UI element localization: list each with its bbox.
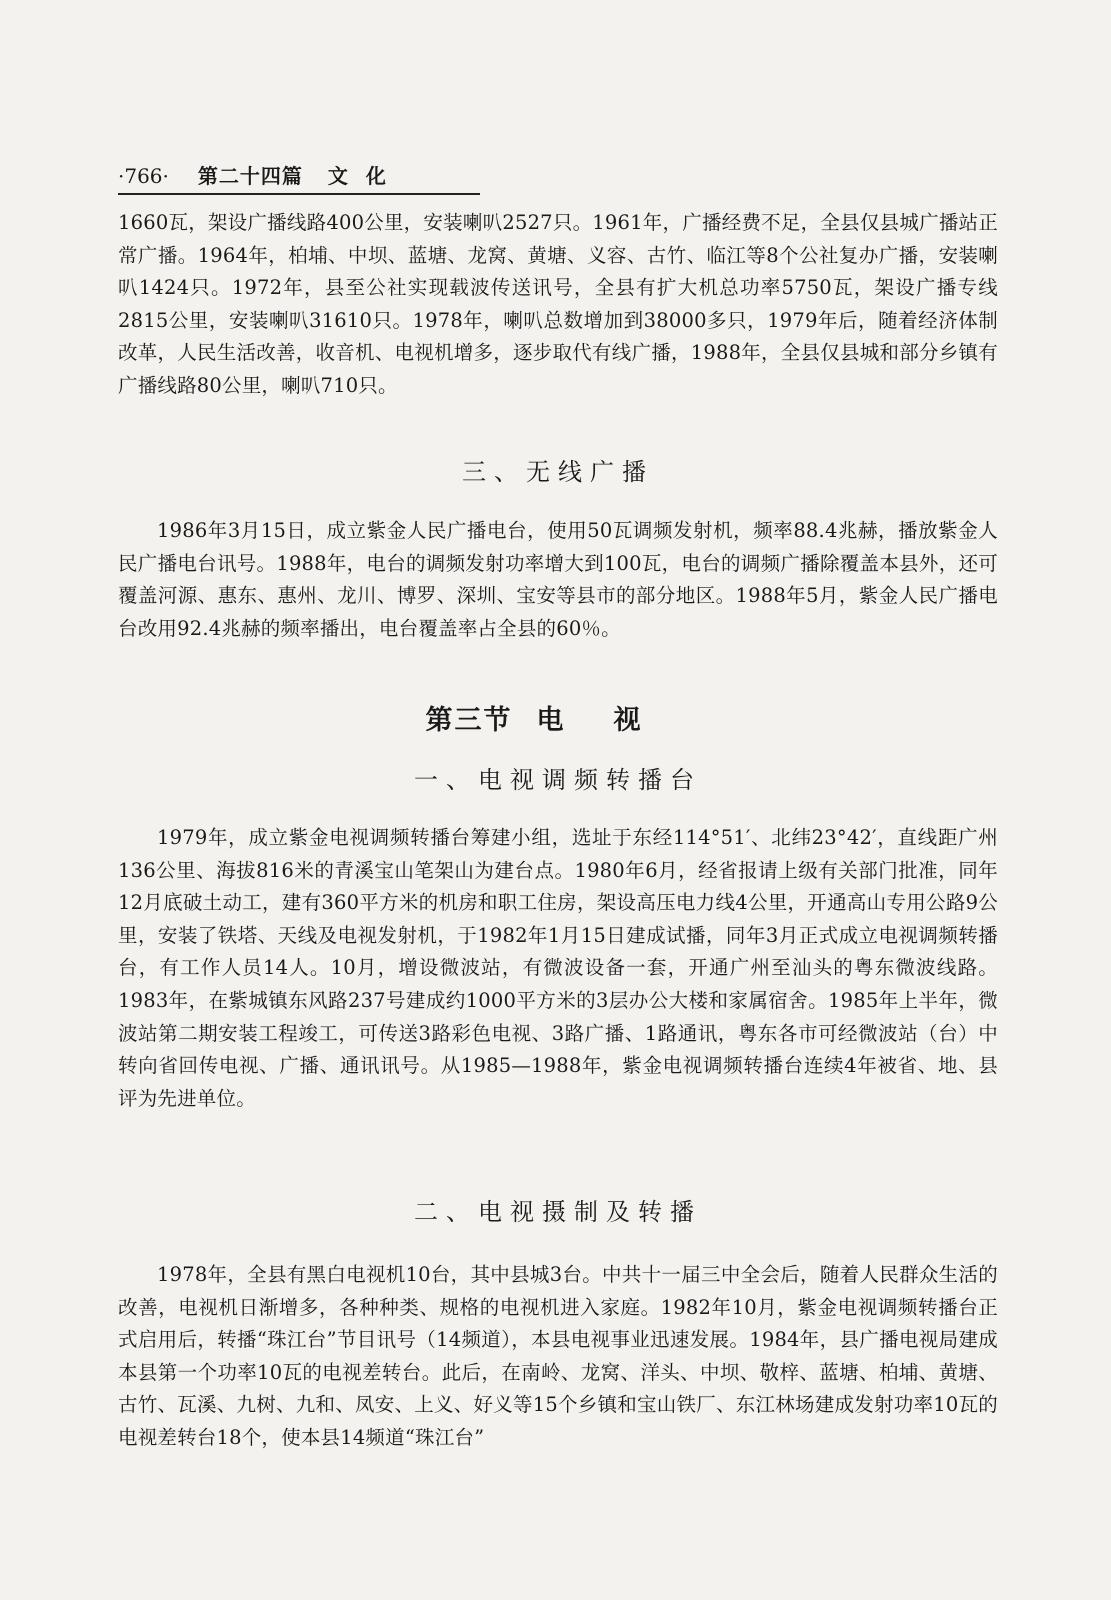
running-header [118, 160, 478, 192]
page-number: ·766· [118, 164, 169, 188]
paragraph-wired-broadcast-cont: 1660瓦，架设广播线路400公里，安装喇叭2527只。1961年，广播经费不足，全县仅县城广播站正常广播。1964年，柏埔、中坝、蓝塘、龙窝、黄塘、义容、古竹、临江等8个公社复办广播，安装喇叭1424只。1972年，县至公社实现载波传送讯号，全县有扩大机总功率5750瓦，架设广播专线2815公里，安装喇叭31610只。1978年，喇叭总数增加到38000多只，1979年后，随着经济体制改革，人民生活改善，收音机、电视机增多，逐步取代有线广播，1988年，全县仅县城和部分乡镇有广播线路80公里，喇叭710只。 [118, 211, 998, 397]
part-subject: 文化 [327, 164, 404, 188]
part-title: 第二十四篇 [197, 164, 303, 188]
subheading-wireless-broadcast: 三、无线广播 [462, 458, 654, 486]
paragraph-wireless-broadcast: 1986年3月15日，成立紫金人民广播电台，使用50瓦调频发射机，频率88.4兆赫，播放紫金人民广播电台讯号。1988年，电台的调频发射功率增大到100瓦，电台的调频广播除覆盖本县外，还可覆盖河源、惠东、惠州、龙川、博罗、深圳、宝安等县市的部分地区。1988年5月，紫金人民广播电台改用92.4兆赫的频率播出，电台覆盖率占全县的60％。 [118, 519, 998, 640]
paragraph-tv-relay-station: 1979年，成立紫金电视调频转播台筹建小组，选址于东经114°51′、北纬23°42′，直线距广州136公里、海拔816米的青溪宝山笔架山为建台点。1980年6月，经省报请上级有关部门批准，同年12月底破土动工，建有360平方米的机房和职工住房，架设高压电力线4公里，开通高山专用公路9公里，安装了铁塔、天线及电视发射机，于1982年1月15日建成试播，同年3月正式成立电视调频转播台，有工作人员14人。10月，增设微波站，有微波设备一套，开通广州至汕头的粤东微波线路。1983年，在紫城镇东风路237号建成约1000平方米的3层办公大楼和家属宿舍。1985年上半年，微波站第二期安装工程竣工，可传送3路彩色电视、3路广播、1路通讯，粤东各市可经微波站（台）中转向省回传电视、广播、通讯讯号。从1985—1988年，紫金电视调频转播台连续4年被省、地、县评为先进单位。 [118, 826, 998, 1110]
paragraph-tv-production: 1978年，全县有黑白电视机10台，其中县城3台。中共十一届三中全会后，随着人民群众生活的改善，电视机日渐增多，各种种类、规格的电视机进入家庭。1982年10月，紫金电视调频转播台正式启用后，转播“珠江台”节目讯号（14频道），本县电视事业迅速发展。1984年，县广播电视局建成本县第一个功率10瓦的电视差转台。此后，在南岭、龙窝、洋头、中坝、敬梓、蓝塘、柏埔、黄塘、古竹、瓦溪、九树、九和、凤安、上义、好义等15个乡镇和宝山铁厂、东江林场建成发射功率10瓦的电视差转台18个，使本县14频道“珠江台” [118, 1263, 998, 1449]
section-title-television [118, 698, 998, 737]
subheading-tv-relay-station: 一、电视调频转播台 [414, 766, 702, 794]
section-number: 第三节 [425, 705, 513, 736]
subheading-tv-production: 二、电视摄制及转播 [414, 1198, 702, 1226]
header-rule [118, 193, 480, 195]
section-name: 电视 [536, 705, 691, 736]
